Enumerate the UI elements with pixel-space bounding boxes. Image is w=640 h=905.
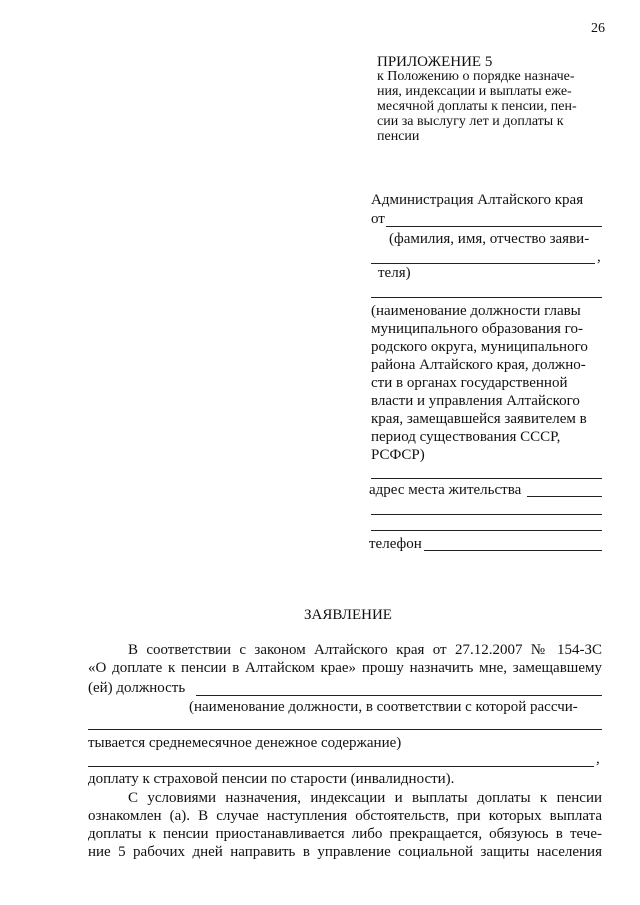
paragraph-line: ние 5 рабочих дней направить в управление социальной защиты населения (88, 844, 602, 860)
position-hint-cont: тывается среднемесячное денежное содержание) (88, 735, 402, 751)
paragraph-line: (ей) должность (88, 680, 186, 696)
name-hint-cont: теля) (378, 265, 411, 281)
address-line-3 (371, 530, 602, 531)
appendix-line: ния, индексации и выплаты еже- (377, 84, 572, 99)
position-line-2 (88, 729, 602, 730)
comma: , (596, 751, 600, 767)
applicant-name-line-2 (371, 263, 595, 264)
addressee-org: Администрация Алтайского края (371, 192, 584, 208)
appendix-line: месячной доплаты к пенсии, пен- (377, 99, 577, 114)
appendix-line: к Положению о порядке назначе- (377, 69, 575, 84)
position-hint: период существования СССР, (371, 429, 561, 445)
paragraph-line: «О доплате к пенсии в Алтайском крае» прошу назначить мне, замещавшему (88, 660, 602, 676)
statement-title: ЗАЯВЛЕНИЕ (304, 607, 392, 623)
blank-line (371, 478, 602, 479)
appendix-title: ПРИЛОЖЕНИЕ 5 (377, 54, 493, 70)
position-hint: (наименование должности главы (371, 303, 581, 319)
position-line (196, 695, 602, 696)
position-line-3 (88, 766, 594, 767)
address-line-2 (371, 514, 602, 515)
paragraph-line: доплату к страховой пенсии по старости (инвалидности). (88, 771, 455, 787)
appendix-line: пенсии (377, 129, 420, 144)
position-line (371, 297, 602, 298)
comma: , (597, 249, 601, 265)
applicant-name-line (386, 226, 602, 227)
paragraph-line: С условиями назначения, индексации и выплаты доплаты к пенсии (128, 790, 602, 806)
address-label: адрес места жительства (369, 482, 522, 498)
paragraph-line: В соответствии с законом Алтайского края от 27.12.2007 № 154-ЗС (128, 642, 602, 658)
name-hint: (фамилия, имя, отчество заяви- (389, 231, 590, 247)
position-hint: сти в органах государственной (371, 375, 568, 391)
address-line (527, 496, 602, 497)
paragraph-line: ознакомлен (а). В случае наступления обстоятельств, при которых выплата (88, 808, 602, 824)
from-label: от (371, 211, 385, 227)
position-hint: родского округа, муниципального (371, 339, 588, 355)
position-hint: власти и управления Алтайского (371, 393, 580, 409)
position-hint: (наименование должности, в соответствии с которой рассчи- (189, 699, 578, 715)
phone-label: телефон (369, 536, 422, 552)
position-hint: РСФСР) (371, 447, 425, 463)
appendix-line: сии за выслугу лет и доплаты к (377, 114, 564, 129)
paragraph-line: доплаты к пенсии приостанавливается либо прекращается, обязуюсь в тече- (88, 826, 602, 842)
phone-line (424, 550, 602, 551)
position-hint: района Алтайского края, должно- (371, 357, 586, 373)
position-hint: края, замещавшейся заявителем в (371, 411, 587, 427)
position-hint: муниципального образования го- (371, 321, 583, 337)
page-number: 26 (591, 21, 605, 36)
